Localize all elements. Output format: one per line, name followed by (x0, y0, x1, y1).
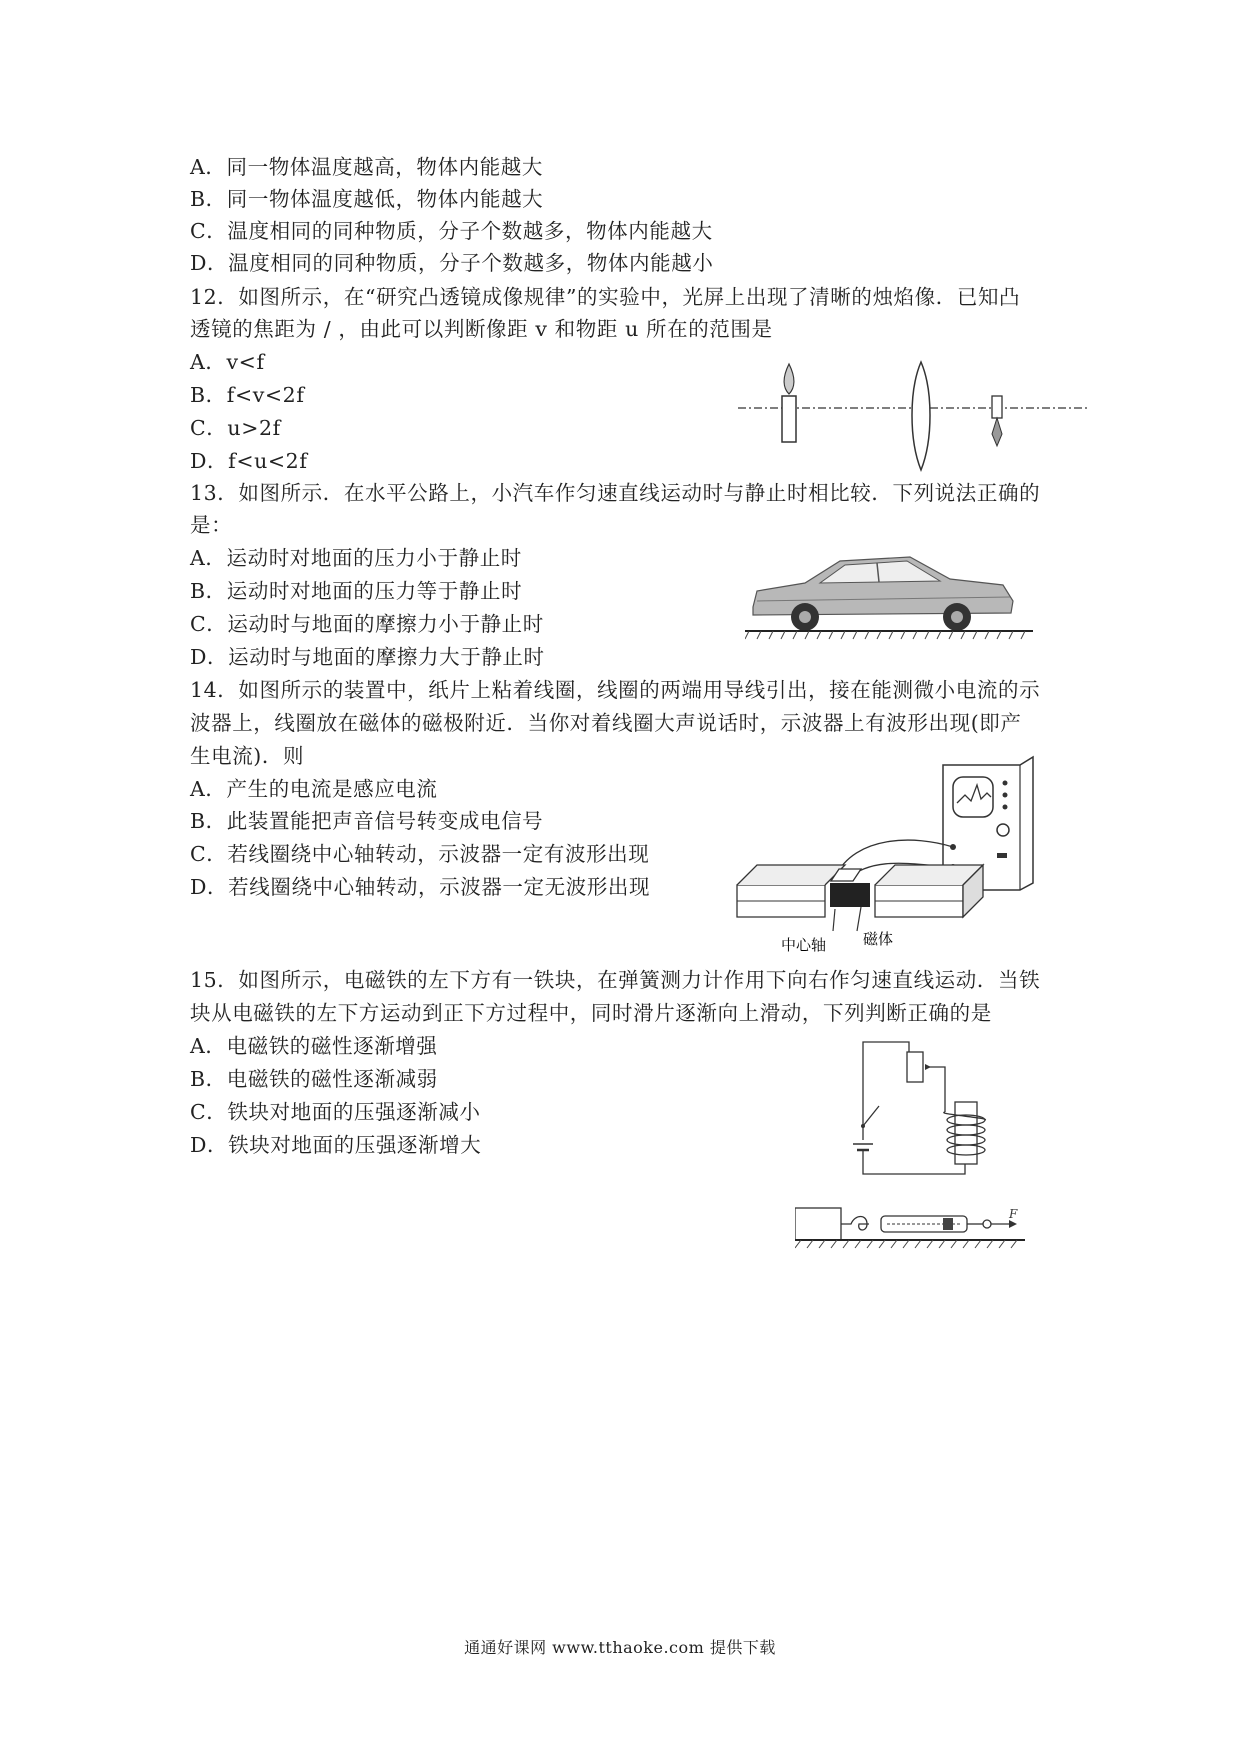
q14-stem-line3: 生电流)．则 (190, 744, 305, 768)
q15-stem-line2: 块从电磁铁的左下方运动到正下方过程中，同时滑片逐渐向上滑动，下列判断正确的是 (190, 1001, 992, 1025)
car-figure (745, 545, 1035, 645)
central-axis-label: 中心轴 (781, 936, 827, 954)
q15-option-c: C．铁块对地面的压强逐渐减小 (190, 1100, 481, 1124)
q11-option-b: B．同一物体温度越低，物体内能越大 (190, 187, 544, 211)
q14-stem-line2: 波器上，线圈放在磁体的磁极附近．当你对着线圈大声说话时，示波器上有波形出现(即产 (190, 711, 1022, 735)
q14-option-c: C．若线圈绕中心轴转动，示波器一定有波形出现 (190, 842, 650, 866)
q12-option-a: A．v<f (190, 350, 265, 374)
q13-option-c: C．运动时与地面的摩擦力小于静止时 (190, 612, 544, 636)
q13-option-a: A．运动时对地面的压力小于静止时 (190, 546, 522, 570)
q15-option-b: B．电磁铁的磁性逐渐减弱 (190, 1067, 438, 1091)
q13-option-b: B．运动时对地面的压力等于静止时 (190, 579, 523, 603)
q11-option-c: C．温度相同的同种物质，分子个数越多，物体内能越大 (190, 219, 713, 243)
q12-option-d: D．f<u<2f (190, 449, 308, 473)
magnet-label: 磁体 (863, 930, 894, 948)
q12-stem-line2: 透镜的焦距为 / ，由此可以判断像距 v 和物距 u 所在的范围是 (190, 317, 773, 341)
q13-option-d: D．运动时与地面的摩擦力大于静止时 (190, 645, 545, 669)
q15-option-d: D．铁块对地面的压强逐渐增大 (190, 1133, 482, 1157)
q12-option-b: B．f<v<2f (190, 383, 305, 407)
page-footer: 通通好课网 www.tthaoke.com 提供下载 (464, 1638, 776, 1657)
q14-option-d: D．若线圈绕中心轴转动，示波器一定无波形出现 (190, 875, 651, 899)
oscilloscope-figure (735, 755, 1045, 955)
q14-stem-line1: 14．如图所示的装置中，纸片上粘着线圈，线圈的两端用导线引出，接在能测微小电流的示 (190, 678, 1041, 702)
q14-option-b: B．此装置能把声音信号转变成电信号 (190, 809, 544, 833)
q12-option-c: C．u>2f (190, 416, 281, 440)
q15-stem-line1: 15．如图所示，电磁铁的左下方有一铁块，在弹簧测力计作用下向右作匀速直线运动．当铁 (190, 968, 1041, 992)
force-label: F (1009, 1207, 1018, 1221)
lens-experiment-figure (738, 360, 1098, 480)
q15-option-a: A．电磁铁的磁性逐渐增强 (190, 1034, 438, 1058)
q12-stem-line1: 12．如图所示，在“研究凸透镜成像规律”的实验中，光屏上出现了清晰的烛焰像．已知凸 (190, 285, 1021, 309)
electromagnet-figure (795, 1040, 1075, 1265)
q13-stem-line1: 13．如图所示．在水平公路上，小汽车作匀速直线运动时与静止时相比较．下列说法正确的 (190, 481, 1041, 505)
q11-option-a: A．同一物体温度越高，物体内能越大 (190, 155, 544, 179)
q13-stem-line2: 是： (190, 513, 233, 537)
q14-option-a: A．产生的电流是感应电流 (190, 777, 438, 801)
q11-option-d: D．温度相同的同种物质，分子个数越多，物体内能越小 (190, 251, 714, 275)
